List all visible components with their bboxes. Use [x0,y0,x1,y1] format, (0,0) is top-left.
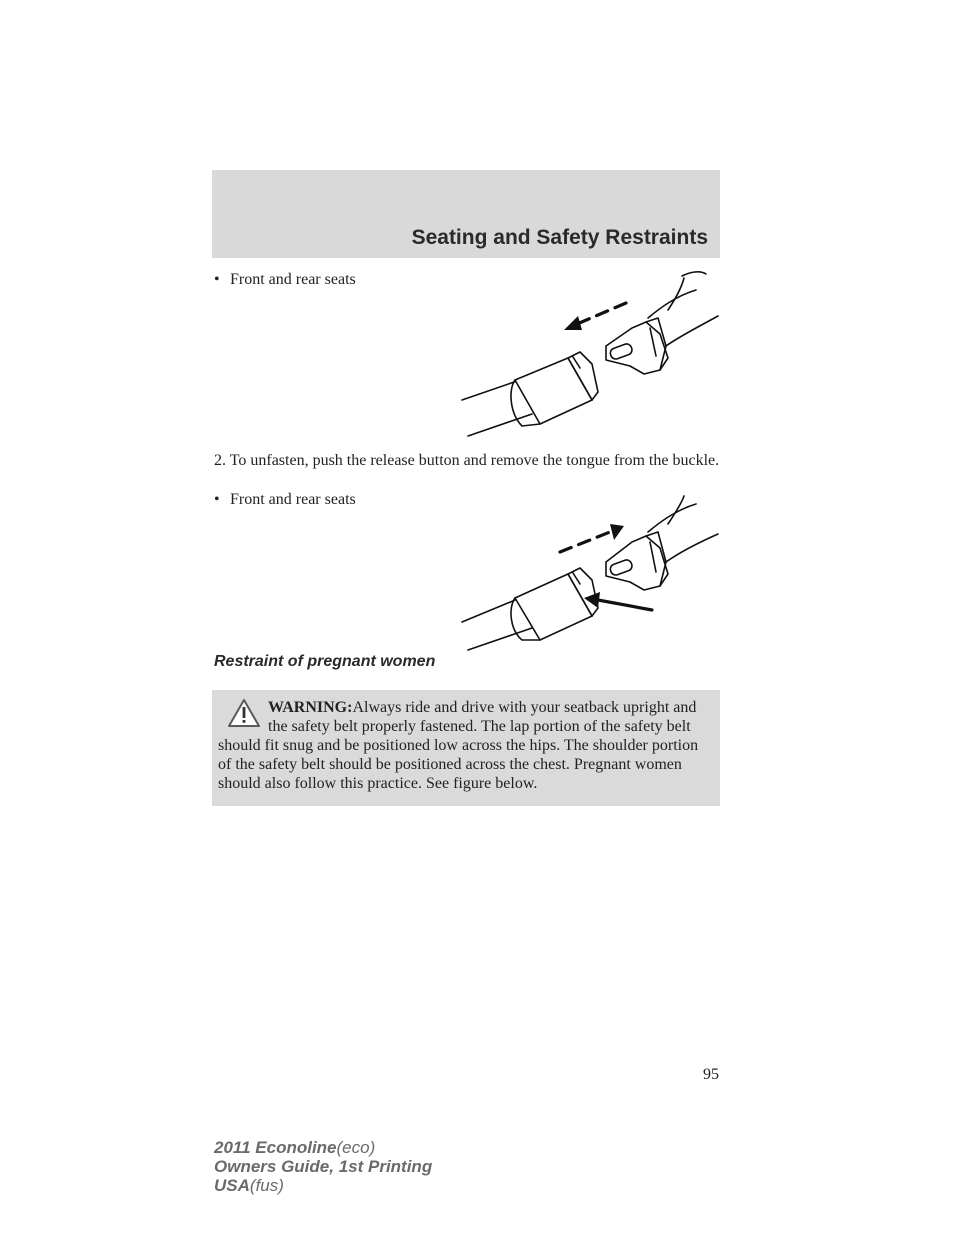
bullet-dot: • [214,491,220,508]
seatbelt-fasten-illustration [460,268,722,440]
footer-model-code: (eco) [336,1138,376,1157]
document-footer [214,1138,432,1195]
bullet-item [214,270,356,290]
bullet-item [214,490,356,510]
warning-label: WARNING: [268,699,353,716]
section-subheading: Restraint of pregnant women [214,653,436,670]
bullet-text: Front and rear seats [230,271,356,288]
seatbelt-unfasten-illustration [460,494,722,654]
bullet-text: Front and rear seats [230,491,356,508]
footer-model: 2011 Econoline [214,1138,337,1157]
footer-printing: Owners Guide, 1st Printing [214,1157,433,1176]
step-2-instruction: 2. To unfasten, push the release button and remove the tongue from the buckle. [214,452,720,469]
warning-box [212,690,720,806]
section-title: Seating and Safety Restraints [411,226,708,249]
footer-market: USA [214,1176,250,1195]
warning-body: Always ride and drive with your seatback upright and the safety belt properly fastened. The lap portion of the safety belt should fit snug and be positioned low across the hips. The shoulder portion of the safety belt should be positioned across the chest. Pregnant women should also follow this practice. See figure below. [218,699,699,792]
bullet-dot: • [214,271,220,288]
page-number: 95 [703,1066,719,1083]
header-band [212,170,720,258]
footer-market-code: (fus) [249,1176,284,1195]
warning-text [218,698,712,793]
